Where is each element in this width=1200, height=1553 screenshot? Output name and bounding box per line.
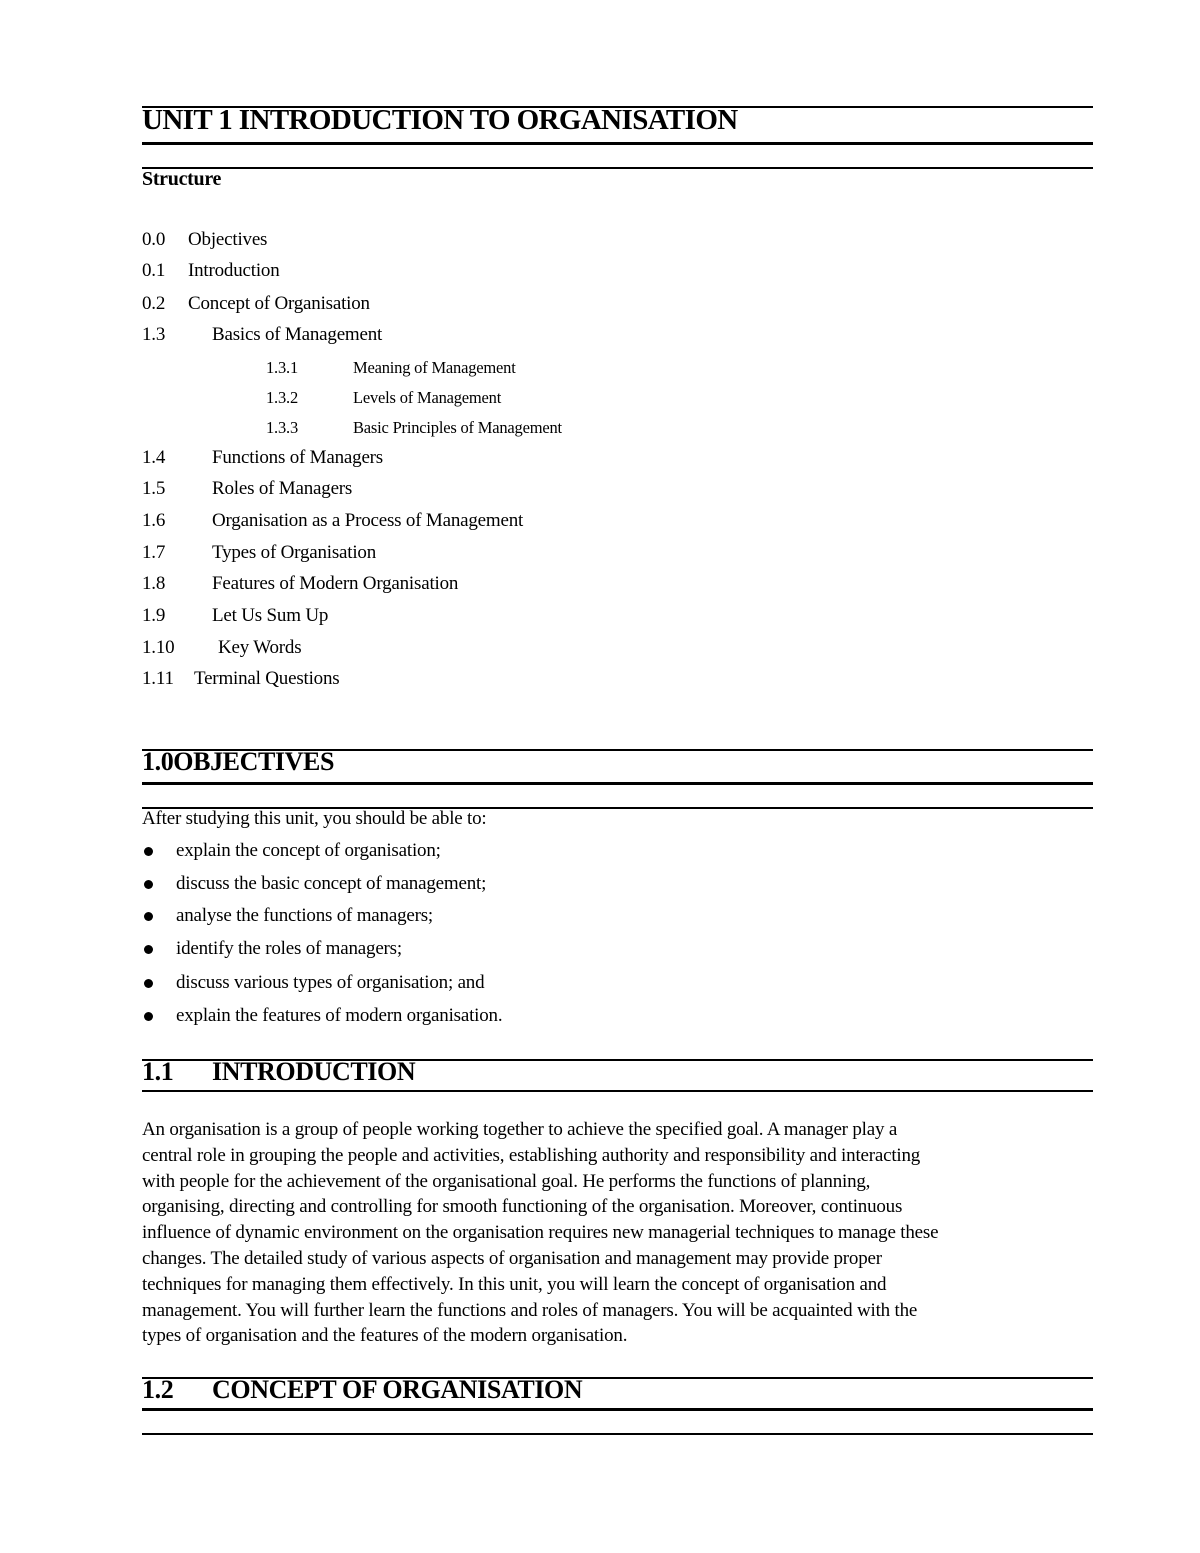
toc-number: 1.3.3	[266, 418, 299, 437]
toc-label: Levels of Management	[353, 388, 502, 407]
toc-label: Concept of Organisation	[188, 293, 370, 314]
paragraph-line: techniques for managing them effectively. In this unit, you will learn the concept of organisation and	[142, 1273, 887, 1295]
toc-number: 1.11	[142, 668, 174, 689]
toc-number: 1.6	[142, 510, 166, 531]
section-title: INTRODUCTION	[212, 1057, 416, 1086]
toc-number: 1.3	[142, 324, 166, 345]
toc-number: 1.10	[142, 637, 175, 658]
toc-label: Functions of Managers	[212, 447, 383, 468]
toc-label: Roles of Managers	[212, 478, 353, 499]
toc-label: Terminal Questions	[194, 668, 340, 689]
toc-label: Meaning of Management	[353, 358, 516, 377]
list-item-text: analyse the functions of managers;	[176, 905, 434, 926]
paragraph-line: management. You will further learn the functions and roles of managers. You will be acquainted with the	[142, 1299, 918, 1321]
section-title: CONCEPT OF ORGANISATION	[212, 1375, 583, 1404]
toc-number: 1.3.1	[266, 358, 299, 377]
objectives-intro: After studying this unit, you should be able to:	[142, 808, 487, 829]
list-item-text: discuss the basic concept of management;	[176, 873, 487, 894]
toc-label: Types of Organisation	[212, 542, 377, 563]
toc-number: 0.2	[142, 293, 166, 314]
section-number: 1.2	[142, 1375, 174, 1404]
toc-number: 1.3.2	[266, 388, 299, 407]
bullet-icon	[144, 847, 153, 856]
toc-label: Introduction	[188, 260, 280, 281]
unit-title: UNIT 1 INTRODUCTION TO ORGANISATION	[142, 104, 738, 136]
paragraph-line: central role in grouping the people and activities, establishing authority and responsibility and interacting	[142, 1144, 921, 1166]
list-item-text: explain the features of modern organisation.	[176, 1005, 503, 1026]
list-item-text: identify the roles of managers;	[176, 938, 402, 959]
toc-number: 1.9	[142, 605, 166, 626]
list-item-text: discuss various types of organisation; and	[176, 972, 485, 993]
list-item-text: explain the concept of organisation;	[176, 840, 441, 861]
bullet-icon	[144, 1012, 153, 1021]
toc-number: 0.0	[142, 229, 166, 250]
objectives-heading: 1.0OBJECTIVES	[142, 747, 335, 776]
title-rule-bottom	[142, 142, 1093, 145]
toc-label: Key Words	[218, 637, 302, 658]
bullet-icon	[144, 979, 153, 988]
toc-label: Basics of Management	[212, 324, 383, 345]
introduction-rule-bottom	[142, 1090, 1093, 1092]
paragraph-line: changes. The detailed study of various aspects of organisation and management may provide proper	[142, 1247, 882, 1269]
toc-number: 1.4	[142, 447, 166, 468]
toc-number: 1.8	[142, 573, 166, 594]
concept-rule-third	[142, 1433, 1093, 1435]
concept-rule-bottom	[142, 1408, 1093, 1411]
toc-label: Organisation as a Process of Management	[212, 510, 524, 531]
bullet-icon	[144, 880, 153, 889]
bullet-icon	[144, 912, 153, 921]
toc-label: Let Us Sum Up	[212, 605, 329, 626]
toc-number: 1.5	[142, 478, 166, 499]
paragraph-line: types of organisation and the features of the modern organisation.	[142, 1325, 628, 1347]
section-number: 1.1	[142, 1057, 174, 1086]
structure-label: Structure	[142, 168, 222, 190]
introduction-paragraph	[142, 1117, 1093, 1349]
bullet-icon	[144, 945, 153, 954]
toc-label: Objectives	[188, 229, 268, 250]
paragraph-line: with people for the achievement of the organisational goal. He performs the functions of planning,	[142, 1170, 871, 1192]
paragraph-line: influence of dynamic environment on the organisation requires new managerial techniques to manage these	[142, 1222, 939, 1244]
toc-number: 0.1	[142, 260, 166, 281]
objectives-rule-bottom	[142, 782, 1093, 785]
toc-number: 1.7	[142, 542, 166, 563]
paragraph-line: organising, directing and controlling for smooth functioning of the organisation. Moreover, continuous	[142, 1196, 903, 1218]
title-rule-third	[142, 167, 1093, 169]
toc-label: Basic Principles of Management	[353, 418, 562, 437]
toc-label: Features of Modern Organisation	[212, 573, 459, 594]
paragraph-line: An organisation is a group of people working together to achieve the specified goal. A manager play a	[142, 1119, 898, 1140]
